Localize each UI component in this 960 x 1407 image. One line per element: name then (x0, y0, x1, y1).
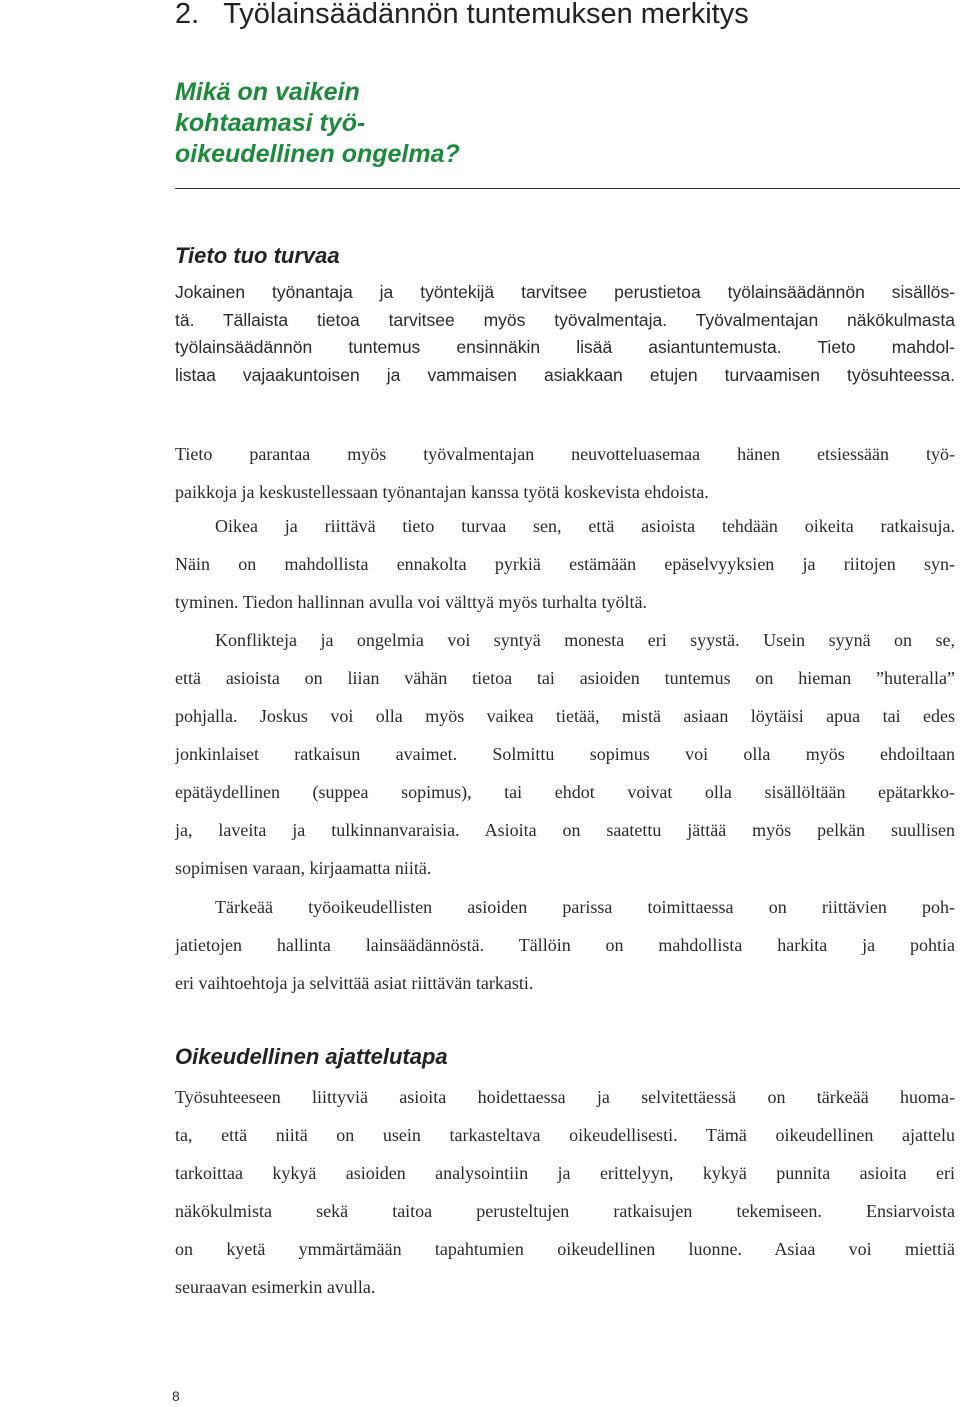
section-heading-oikeudellinen-ajattelutapa: Oikeudellinen ajattelutapa (175, 1044, 448, 1069)
page-number: 8 (172, 1388, 180, 1404)
chapter-number: 2. (175, 0, 200, 30)
divider (175, 188, 960, 189)
text-line: ta, että niitä on usein tarkasteltava oikeudellisesti. Tämä oikeudellinen ajattelu (175, 1125, 955, 1145)
section2-paragraph-1 (175, 1078, 955, 1306)
text-line: ja, laveita ja tulkinnanvaraisia. Asioita on saatettu jättää myös pelkän suullisen (175, 820, 955, 840)
text-line: on kyetä ymmärtämään tapahtumien oikeudellinen luonne. Asiaa voi miettiä (175, 1239, 955, 1259)
question-line: Mikä on vaikein (175, 78, 360, 106)
text-line: Tieto parantaa myös työvalmentajan neuvotteluasemaa hänen etsiessään työ- (175, 444, 955, 464)
question-line: oikeudellinen ongelma? (175, 140, 460, 168)
section1-intro-paragraph-continued (175, 435, 955, 511)
text-line: eri vaihtoehtoja ja selvittää asiat riittävän tarkasti. (175, 973, 534, 993)
text-line: Työsuhteeseen liittyviä asioita hoidettaessa ja selvitettäessä on tärkeää huoma- (175, 1087, 955, 1107)
section1-paragraph-3 (175, 621, 955, 887)
text-line: jonkinlaiset ratkaisun avaimet. Solmittu sopimus voi olla myös ehdoiltaan (175, 744, 955, 764)
pull-question (175, 77, 475, 170)
text-line: sopimisen varaan, kirjaamatta niitä. (175, 858, 432, 878)
section1-paragraph-2 (175, 507, 955, 621)
text-line: tarkoittaa kykyä asioiden analysointiin ja erittelyyn, kykyä punnita asioita eri (175, 1163, 955, 1183)
text-line: listaa vajaakuntoisen ja vammaisen asiakkaan etujen turvaamisen työsuhteessa. (175, 364, 955, 385)
text-line: että asioista on liian vähän tietoa tai asioiden tuntemus on hieman ”huteralla” (175, 668, 955, 688)
text-line: Jokainen työnantaja ja työntekijä tarvitsee perustietoa työlainsäädännön sisällös- (175, 282, 955, 302)
text-line: tyminen. Tiedon hallinnan avulla voi välttyä myös turhalta työltä. (175, 592, 647, 612)
section1-paragraph-4 (175, 888, 955, 1002)
text-line: pohjalla. Joskus voi olla myös vaikea tietää, mistä asiaan löytäisi apua tai edes (175, 706, 955, 726)
text-line: tä. Tällaista tietoa tarvitsee myös työvalmentaja. Työvalmentajan näkökulmasta (175, 309, 955, 330)
text-line: seuraavan esimerkin avulla. (175, 1277, 376, 1297)
text-line: epätäydellinen (suppea sopimus), tai ehdot voivat olla sisällöltään epätarkko- (175, 782, 955, 802)
text-line: Oikea ja riittävä tieto turvaa sen, että asioista tehdään oikeita ratkaisuja. (215, 516, 955, 536)
text-line: Konflikteja ja ongelmia voi syntyä monesta eri syystä. Usein syynä on se, (215, 630, 955, 650)
text-line: näkökulmista sekä taitoa perusteltujen ratkaisujen tekemiseen. Ensiarvoista (175, 1201, 955, 1221)
section1-intro-paragraph (175, 279, 955, 389)
text-line: työlainsäädännön tuntemus ensinnäkin lisää asiantuntemusta. Tieto mahdol- (175, 337, 955, 358)
text-line: Näin on mahdollista ennakolta pyrkiä estämään epäselvyyksien ja riitojen syn- (175, 554, 955, 574)
text-line: jatietojen hallinta lainsäädännöstä. Tällöin on mahdollista harkita ja pohtia (175, 935, 955, 955)
text-line: paikkoja ja keskustellessaan työnantajan kanssa työtä koskevista ehdoista. (175, 482, 709, 502)
text-line: Tärkeää työoikeudellisten asioiden parissa toimittaessa on riittävien poh- (215, 897, 955, 917)
chapter-title-text: Työlainsäädännön tuntemuksen merkitys (223, 0, 749, 30)
question-line: kohtaamasi työ- (175, 109, 366, 137)
section-heading-tieto-tuo-turvaa: Tieto tuo turvaa (175, 243, 340, 268)
chapter-title (175, 0, 749, 34)
